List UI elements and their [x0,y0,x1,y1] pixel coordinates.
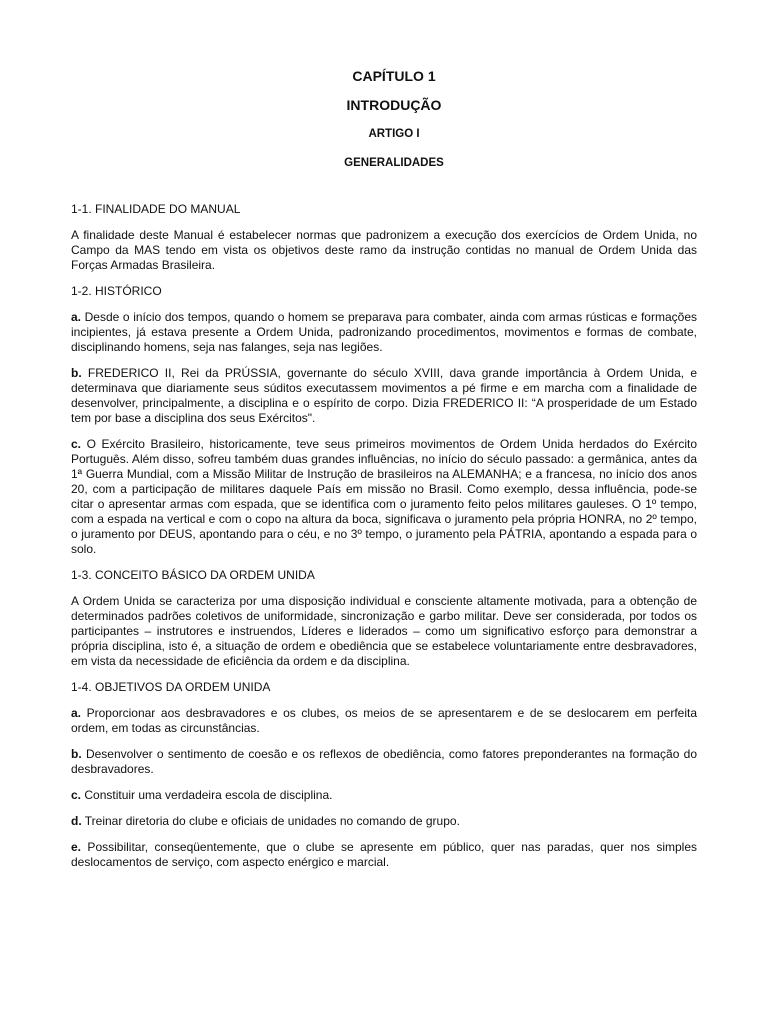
page-title: INTRODUÇÃO [346,97,442,113]
paragraph-conceito: A Ordem Unida se caracteriza por uma disposição individual e consciente altamente motivada, para a obtenção de determinados padrões coletivos de uniformidade, sincronização e garbo militar. Deve ser considerada, por todos os participantes – instrutores e instruendos, Líderes e liderados – como um significativo esforço para demonstrar a própria disciplina, isto é, a situação de ordem e obediência que se estabelece voluntariamente entre desbravadores, em vista da necessidade de eficiência da ordem e da disciplina. [71,594,697,668]
item-label: c. [71,788,82,802]
item-label: e. [71,840,82,854]
paragraph-historico-b [71,366,697,426]
item-text: O Exército Brasileiro, historicamente, teve seus primeiros movimentos de Ordem Unida herdados do Exército Português. Além disso, sofreu também duas grandes influências, no início do século passado: a germânica, antes da 1ª Guerra Mundial, com a Missão Militar de Instrução de brasileiros na ALEMANHA; e a francesa, no início dos anos 20, com a participação de militares daquele País em missão no Brasil. Como exemplo, dessa influência, pode-se citar o apresentar armas com espada, que se identifica com o juramento feito pelos militares gauleses. O 1º tempo, com a espada na vertical e com o copo na altura da boca, significava o juramento pela própria HONRA, no 2º tempo, o juramento por DEUS, apontando para o céu, e no 3º tempo, o juramento pela PÁTRIA, apontando a espada para o solo. [71,437,697,556]
item-text: Desde o início dos tempos, quando o homem se preparava para combater, ainda com armas rústicas e formações incipientes, já estava presente a Ordem Unida, padronizando procedimentos, movimentos e formas de combate, disciplinando homens, seja nas falanges, seja nas legiões. [71,310,697,354]
item-text: Possibilitar, conseqüentemente, que o clube se apresente em público, quer nas paradas, quer nos simples deslocamentos de serviço, com aspecto enérgico e marcial. [71,840,697,869]
paragraph-historico-c [71,437,697,557]
paragraph-objetivos-c [71,788,697,803]
item-label: b. [71,366,82,380]
section-title-conceito: 1-3. CONCEITO BÁSICO DA ORDEM UNIDA [71,568,315,582]
article-heading: ARTIGO I [368,128,420,140]
item-label: d. [71,814,82,828]
paragraph-objetivos-e [71,840,697,870]
item-text: Desenvolver o sentimento de coesão e os reflexos de obediência, como fatores preponderantes na formação do desbravadores. [71,747,697,776]
item-text: FREDERICO II, Rei da PRÚSSIA, governante do século XVIII, dava grande importância à Ordem Unida, e determinava que diariamente seus súditos executassem movimentos a pé firme e em marcha com a finalidade de desenvolver, principalmente, a disciplina e o espírito de corpo. Dizia FREDERICO II: “A prosperidade de um Estado tem por base a disciplina dos seus Exércitos". [71,366,697,425]
section-title-finalidade: 1-1. FINALIDADE DO MANUAL [71,202,241,216]
paragraph-objetivos-a [71,706,697,736]
item-text: Treinar diretoria do clube e oficiais de unidades no comando de grupo. [81,814,460,828]
item-label: a. [71,310,82,324]
paragraph-objetivos-d [71,814,697,829]
item-label: a. [71,706,82,720]
section-title-historico: 1-2. HISTÓRICO [71,284,162,298]
paragraph-objetivos-b [71,747,697,777]
section-title-objetivos: 1-4. OBJETIVOS DA ORDEM UNIDA [71,680,271,694]
chapter-heading: CAPÍTULO 1 [352,68,436,84]
item-label: c. [71,437,82,451]
item-text: Constituir uma verdadeira escola de disciplina. [81,788,333,802]
item-text: Proporcionar aos desbravadores e os clubes, os meios de se apresentarem e de se deslocarem em perfeita ordem, em todas as circunstâncias. [71,706,697,735]
item-label: b. [71,747,82,761]
subtitle-heading: GENERALIDADES [344,157,444,169]
paragraph-finalidade: A finalidade deste Manual é estabelecer normas que padronizem a execução dos exercícios de Ordem Unida, no Campo da MAS tendo em vista os objetivos deste ramo da instrução contidas no manual de Ordem Unida das Forças Armadas Brasileira. [71,228,697,272]
paragraph-historico-a [71,310,697,355]
